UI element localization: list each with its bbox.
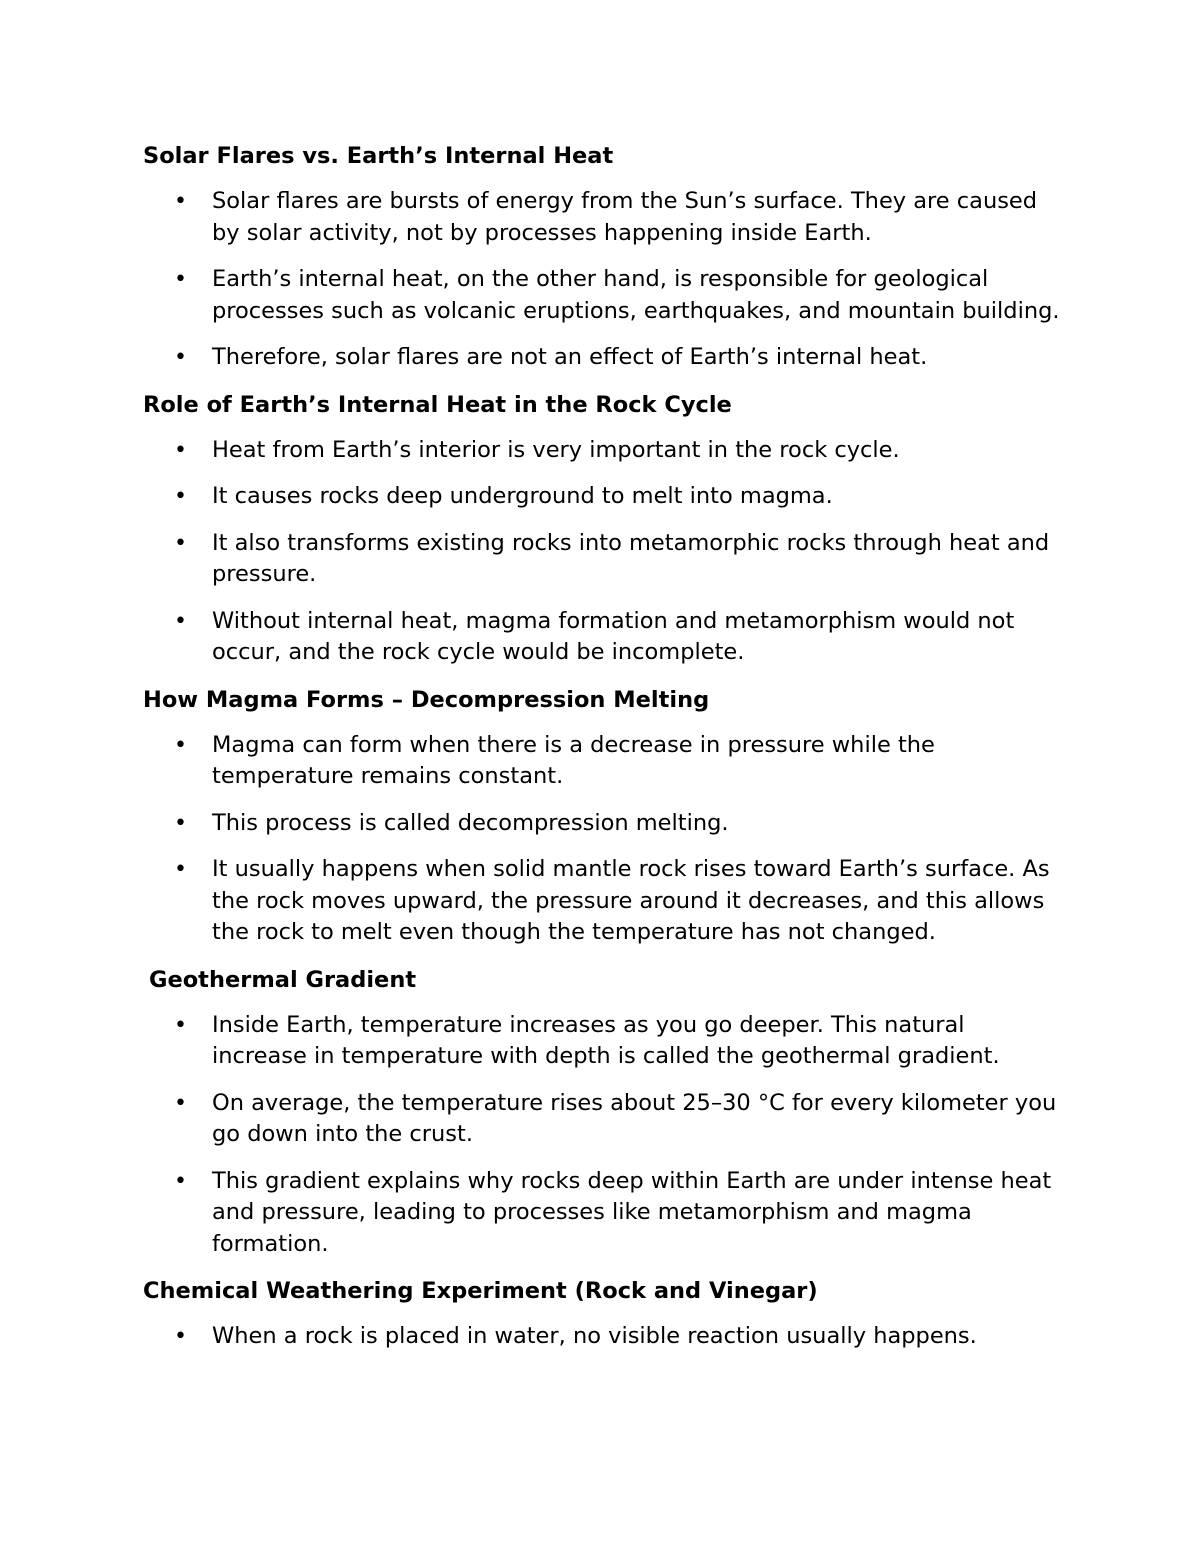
list-item-text: On average, the temperature rises about 25–30 °C for every kilometer you go down into the crust. (212, 1089, 1057, 1147)
list-item (143, 808, 1063, 840)
list-item-text: It also transforms existing rocks into metamorphic rocks through heat and pressure. (212, 529, 1050, 587)
section-heading-solar-flares: Solar Flares vs. Earth’s Internal Heat (143, 143, 614, 169)
bullet-icon: • (174, 530, 187, 556)
bullet-icon: • (174, 189, 187, 214)
list-item (143, 606, 1063, 669)
bullet-icon: • (174, 345, 187, 370)
list-item-text: Heat from Earth’s interior is very important in the rock cycle. (212, 436, 900, 463)
section-heading-rock-cycle: Role of Earth’s Internal Heat in the Rock Cycle (143, 391, 732, 418)
list-item (143, 1166, 1063, 1261)
list-item-text: Without internal heat, magma formation and metamorphism would not occur, and the rock cycle would be incomplete. (212, 607, 1015, 665)
list-item-text: It causes rocks deep underground to melt into magma. (212, 483, 833, 509)
bullet-icon: • (174, 1012, 187, 1038)
list-item (143, 342, 1063, 374)
bullet-icon: • (174, 484, 187, 509)
bullet-icon: • (174, 1168, 187, 1194)
document-content (143, 140, 1063, 1368)
bullet-list-magma (143, 730, 1063, 949)
list-item-text: Magma can form when there is a decrease in pressure while the temperature remains constant. (212, 731, 935, 789)
bullet-icon: • (174, 732, 187, 758)
list-item-text: This process is called decompression melting. (212, 809, 729, 836)
list-item (143, 481, 1063, 513)
bullet-icon: • (174, 608, 187, 634)
bullet-list-rock-cycle (143, 435, 1063, 669)
bullet-icon: • (174, 810, 187, 836)
section-heading-geothermal: Geothermal Gradient (149, 966, 417, 993)
section-heading-chemical-weathering: Chemical Weathering Experiment (Rock and Vinegar) (143, 1278, 818, 1304)
list-item-text: When a rock is placed in water, no visible reaction usually happens. (212, 1323, 977, 1349)
list-item-text: Earth’s internal heat, on the other hand, is responsible for geological processes such as volcanic eruptions, earthquakes, and mountain building. (212, 266, 1060, 324)
bullet-icon: • (174, 437, 187, 463)
bullet-icon: • (174, 1090, 187, 1116)
list-item (143, 186, 1063, 249)
bullet-list-geothermal (143, 1010, 1063, 1261)
bullet-icon: • (174, 1324, 187, 1349)
list-item (143, 854, 1063, 949)
list-item (143, 1010, 1063, 1073)
list-item (143, 528, 1063, 591)
section-heading-magma: How Magma Forms – Decompression Melting (143, 686, 710, 713)
list-item-text: This gradient explains why rocks deep within Earth are under intense heat and pressure, leading to processes like metamorphism and magma formation. (212, 1167, 1052, 1257)
list-item (143, 1088, 1063, 1151)
list-item (143, 435, 1063, 467)
bullet-icon: • (174, 857, 187, 882)
list-item (143, 1321, 1063, 1353)
bullet-list-chemical-weathering (143, 1321, 1063, 1353)
bullet-icon: • (174, 267, 187, 292)
list-item (143, 730, 1063, 793)
list-item-text: Solar flares are bursts of energy from the Sun’s surface. They are caused by solar activity, not by processes happening inside Earth. (212, 188, 1038, 246)
list-item-text: It usually happens when solid mantle rock rises toward Earth’s surface. As the rock moves upward, the pressure around it decreases, and this allows the rock to melt even though the temperature has not changed. (212, 856, 1050, 945)
list-item (143, 264, 1063, 327)
list-item-text: Therefore, solar flares are not an effect of Earth’s internal heat. (212, 344, 928, 370)
list-item-text: Inside Earth, temperature increases as you go deeper. This natural increase in temperature with depth is called the geothermal gradient. (212, 1011, 1000, 1069)
bullet-list-solar-flares (143, 186, 1063, 374)
